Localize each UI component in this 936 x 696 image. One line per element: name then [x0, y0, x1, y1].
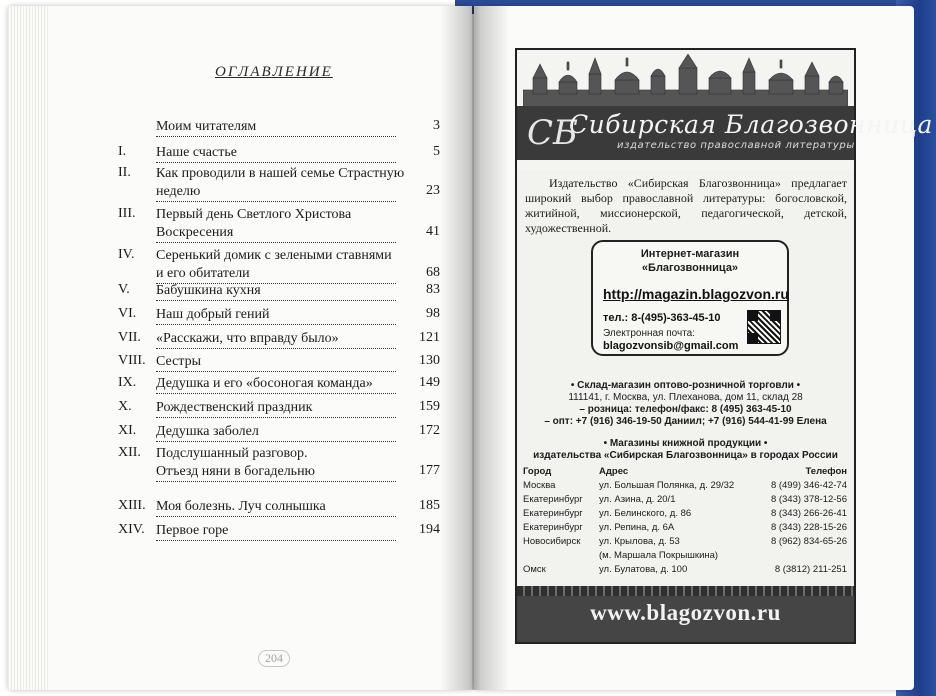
footer-ornament: [517, 586, 854, 596]
shop-title-line-1: Интернет-магазин: [640, 248, 740, 260]
store-address: (м. Маршала Покрышкина): [599, 550, 719, 561]
toc-entry-number: III.: [118, 206, 136, 221]
toc-entry-page: 194: [419, 522, 440, 537]
column-header-city: Город: [523, 466, 552, 477]
ad-intro-text: Издательство «Сибирская Благозвонница» предлагает широкий выбор православной литературы: богословской, житийной, миссионерской, педагогической, детской, художественной.: [525, 176, 847, 235]
toc-entry-title-line: Дедушка заболел: [156, 423, 396, 442]
column-header-phone: Телефон: [805, 466, 847, 477]
toc-entry-page: 121: [419, 330, 440, 345]
toc-entry-title-line: Сестры: [156, 353, 396, 372]
toc-entry-title-line: Первый день Светлого Христова: [156, 207, 352, 222]
store-address: ул. Крылова, д. 53: [599, 536, 680, 547]
toc-entry-page: 23: [426, 183, 440, 198]
stores-heading-line-1: • Магазины книжной продукции •: [603, 438, 768, 449]
toc-entry-page: 41: [426, 224, 440, 239]
toc-entry-title-line: Моя болезнь. Луч солнышка: [156, 498, 396, 517]
toc-entry-title: [156, 353, 404, 372]
toc-entry-title: [156, 423, 404, 442]
store-phone: 8 (3812) 211-251: [774, 564, 847, 575]
toc-entry-number: XI.: [118, 423, 137, 438]
toc-entry-title-line: Воскресения: [156, 224, 396, 243]
toc-entry-title: [156, 522, 404, 541]
store-address: ул. Азина, д. 20/1: [599, 494, 676, 505]
store-city: Омск: [523, 564, 546, 575]
store-city: Екатеринбург: [523, 494, 583, 505]
toc-entry: [118, 282, 440, 300]
warehouse-heading: • Склад-магазин оптово-розничной торговли •: [570, 380, 801, 391]
toc-entry: [118, 353, 440, 371]
toc-entry-title-line: Отъезд няни в богадельню: [156, 463, 396, 482]
toc-entry-title-line: Моим читателям: [156, 118, 396, 137]
store-address: ул. Большая Полянка, д. 29/32: [599, 480, 735, 491]
store-city: Екатеринбург: [523, 522, 583, 533]
store-row: [523, 550, 847, 562]
store-row: [523, 480, 847, 492]
toc-entry: [118, 399, 440, 417]
toc-entry: [118, 423, 440, 441]
toc-title: ОГЛАВЛЕНИЕ: [215, 64, 333, 80]
toc-entry-title: [156, 206, 404, 243]
toc-entry-title-line: Серенький домик с зелеными ставнями: [156, 248, 392, 263]
toc-entry-title: [156, 306, 404, 325]
stores-table-header: [523, 466, 847, 478]
store-city: Новосибирск: [523, 536, 581, 547]
toc-entry-title-line: Дедушка и его «босоногая команда»: [156, 375, 396, 394]
store-phone: 8 (343) 228-15-26: [770, 522, 847, 533]
warehouse-info: [517, 380, 854, 428]
toc-entry-page: 185: [419, 498, 440, 513]
church-skyline-illustration: [523, 54, 848, 110]
publisher-name: Сибирская Благозвонница: [569, 110, 933, 139]
toc-entry-title: [156, 498, 404, 517]
store-phone: 8 (343) 378-12-56: [770, 494, 847, 505]
toc-entry-page: 68: [426, 265, 440, 280]
footer-website-link[interactable]: www.blagozvon.ru: [590, 600, 781, 625]
publisher-advertisement: [515, 48, 933, 644]
page-edges: [8, 6, 48, 690]
toc-entry-number: V.: [118, 282, 130, 297]
toc-entry-number: XIII.: [118, 498, 146, 513]
store-address: ул. Белинского, д. 86: [599, 508, 692, 519]
toc-entry: [118, 498, 440, 516]
store-row: [523, 536, 847, 548]
store-row: [523, 494, 847, 506]
warehouse-address: 111141, г. Москва, ул. Плеханова, дом 11, склад 28: [568, 392, 803, 403]
store-row: [523, 522, 847, 534]
toc-entry-title-line: неделю: [156, 183, 396, 202]
toc-entry-page: 98: [426, 306, 440, 321]
store-address: ул. Булатова, д. 100: [599, 564, 688, 575]
toc-entry-title-line: и его обитатели: [156, 265, 396, 284]
warehouse-retail: – розница: телефон/факс: 8 (495) 363-45-10: [579, 404, 792, 415]
ad-header: [517, 50, 933, 170]
toc-entry-page: 83: [426, 282, 440, 297]
toc-entry: [118, 445, 440, 481]
store-phone: 8 (343) 266-26-41: [770, 508, 847, 519]
page-number: 204: [258, 650, 290, 667]
toc-entry-number: VII.: [118, 330, 141, 345]
toc-entry-title: [156, 144, 404, 163]
qr-code-icon: [747, 310, 781, 344]
toc-entry-number: X.: [118, 399, 132, 414]
toc-entry-page: 172: [419, 423, 440, 438]
publisher-tagline: издательство православной литературы: [617, 140, 855, 151]
publisher-logo: СБ: [527, 113, 578, 153]
toc-entry-number: IV.: [118, 247, 135, 262]
toc-entry-title-line: Наше счастье: [156, 144, 396, 163]
store-row: [523, 564, 847, 576]
toc-entry-page: 5: [433, 144, 440, 159]
toc-entry-page: 159: [419, 399, 440, 414]
toc-entry-number: IX.: [118, 375, 137, 390]
toc-entry-page: 149: [419, 375, 440, 390]
toc-entry-page: 177: [419, 463, 440, 478]
toc-entry: [118, 306, 440, 324]
toc-entry-number: VI.: [118, 306, 137, 321]
shop-title-line-2: «Благозвонница»: [641, 262, 739, 274]
online-shop-box: [591, 240, 789, 356]
toc-entry: [118, 206, 440, 242]
toc-entry-title-line: Как проводили в нашей семье Страстную: [156, 166, 405, 181]
stores-heading: [517, 438, 854, 462]
toc-entry-number: II.: [118, 165, 131, 180]
toc-entry: [118, 247, 440, 283]
toc-entry-number: I.: [118, 144, 127, 159]
toc-entry-title: [156, 118, 404, 137]
toc-entry-title: [156, 330, 404, 349]
column-header-address: Адрес: [599, 466, 629, 477]
toc-entry-title: [156, 282, 404, 301]
store-city: Екатеринбург: [523, 508, 583, 519]
toc-entry-title-line: Наш добрый гений: [156, 306, 396, 325]
toc-entry-number: VIII.: [118, 353, 146, 368]
toc-entry-title: [156, 399, 404, 418]
toc-entry-title-line: Подслушанный разговор.: [156, 446, 308, 461]
toc-entry-title: [156, 445, 404, 482]
toc-entry: [118, 118, 440, 136]
shop-phone: тел.: 8-(495)-363-45-10: [603, 312, 721, 324]
warehouse-wholesale: – опт: +7 (916) 346-19-50 Даниил; +7 (916) 544-41-99 Елена: [544, 416, 827, 427]
toc-entry: [118, 330, 440, 348]
publisher-banner: [517, 106, 933, 160]
shop-url-link[interactable]: http://magazin.blagozvon.ru: [603, 286, 789, 302]
store-address: ул. Репина, д. 6А: [599, 522, 675, 533]
toc-entry-title-line: Бабушкина кухня: [156, 282, 396, 301]
stores-heading-line-2: издательства «Сибирская Благозвонница» в городах России: [533, 450, 838, 461]
toc-entry-number: XII.: [118, 445, 141, 460]
toc-entry-title: [156, 165, 404, 202]
toc-entry: [118, 522, 440, 540]
toc-entry-title: [156, 247, 404, 284]
store-phone: 8 (499) 346-42-74: [770, 480, 847, 491]
store-city: Москва: [523, 480, 556, 491]
toc-entry: [118, 165, 440, 201]
store-phone: 8 (962) 834-65-26: [770, 536, 847, 547]
toc-entry-number: XIV.: [118, 522, 145, 537]
toc-entry-title: [156, 375, 404, 394]
toc-entry-title-line: «Расскажи, что вправду было»: [156, 330, 396, 349]
toc-entry-title-line: Первое горе: [156, 522, 396, 541]
toc-entry: [118, 144, 440, 162]
toc-entry-title-line: Рождественский праздник: [156, 399, 396, 418]
toc-entry-page: 130: [419, 353, 440, 368]
store-row: [523, 508, 847, 520]
toc-entry-page: 3: [433, 118, 440, 133]
toc-entry: [118, 375, 440, 393]
shop-email-label: Электронная почта:: [603, 328, 696, 339]
shop-email-link[interactable]: blagozvonsib@gmail.com: [603, 340, 739, 352]
ad-footer: [517, 586, 854, 642]
